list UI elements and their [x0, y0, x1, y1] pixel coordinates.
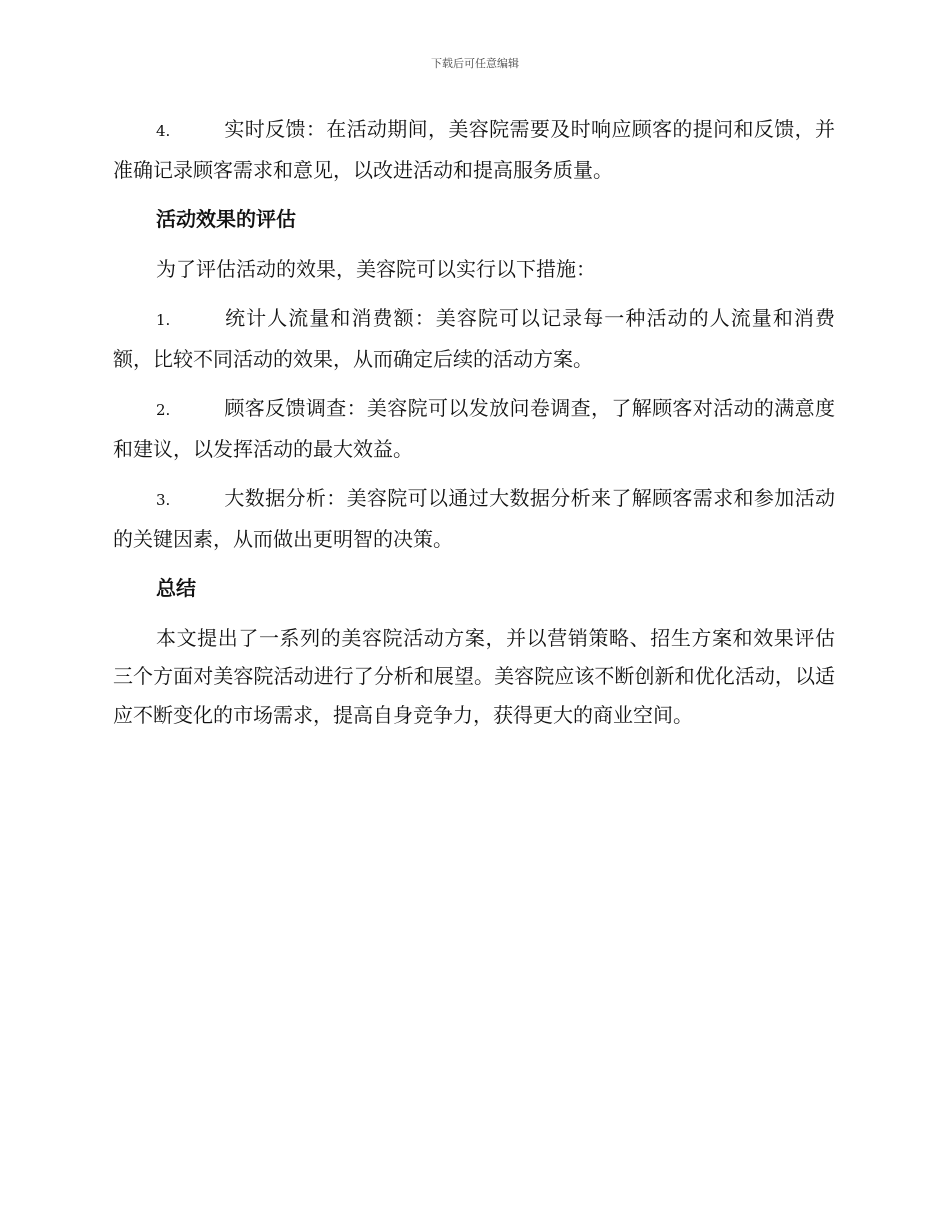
list-item-text: 实时反馈：在活动期间，美容院需要及时响应顾客的提问和反馈，并准确记录顾客需求和意见，以改进活动和提高服务质量。 [113, 117, 835, 182]
list-item-customer-survey [113, 389, 835, 468]
section-heading-evaluation: 活动效果的评估 [156, 207, 296, 231]
list-number: 4. [156, 122, 171, 140]
paragraph-evaluation-intro: 为了评估活动的效果，美容院可以实行以下措施： [156, 256, 596, 281]
list-item-text: 顾客反馈调查：美容院可以发放问卷调查，了解顾客对活动的满意度和建议，以发挥活动的最大效益。 [113, 396, 835, 461]
list-item-text: 大数据分析：美容院可以通过大数据分析来了解顾客需求和参加活动的关键因素，从而做出更明智的决策。 [113, 486, 835, 551]
list-item-realtime-feedback [113, 110, 835, 189]
list-number: 1. [156, 311, 171, 329]
page-header-note: 下载后可任意编辑 [431, 57, 519, 70]
section-heading-summary: 总结 [156, 576, 196, 600]
list-item-text: 统计人流量和消费额：美容院可以记录每一种活动的人流量和消费额，比较不同活动的效果，从而确定后续的活动方案。 [113, 306, 835, 371]
document-body [113, 110, 835, 745]
list-number: 3. [156, 491, 171, 509]
list-number: 2. [156, 401, 171, 419]
list-item-big-data [113, 479, 835, 558]
paragraph-summary: 本文提出了一系列的美容院活动方案，并以营销策略、招生方案和效果评估三个方面对美容院活动进行了分析和展望。美容院应该不断创新和优化活动，以适应不断变化的市场需求，提高自身竞争力，获得更大的商业空间。 [113, 625, 835, 727]
list-item-traffic-sales [113, 299, 835, 378]
